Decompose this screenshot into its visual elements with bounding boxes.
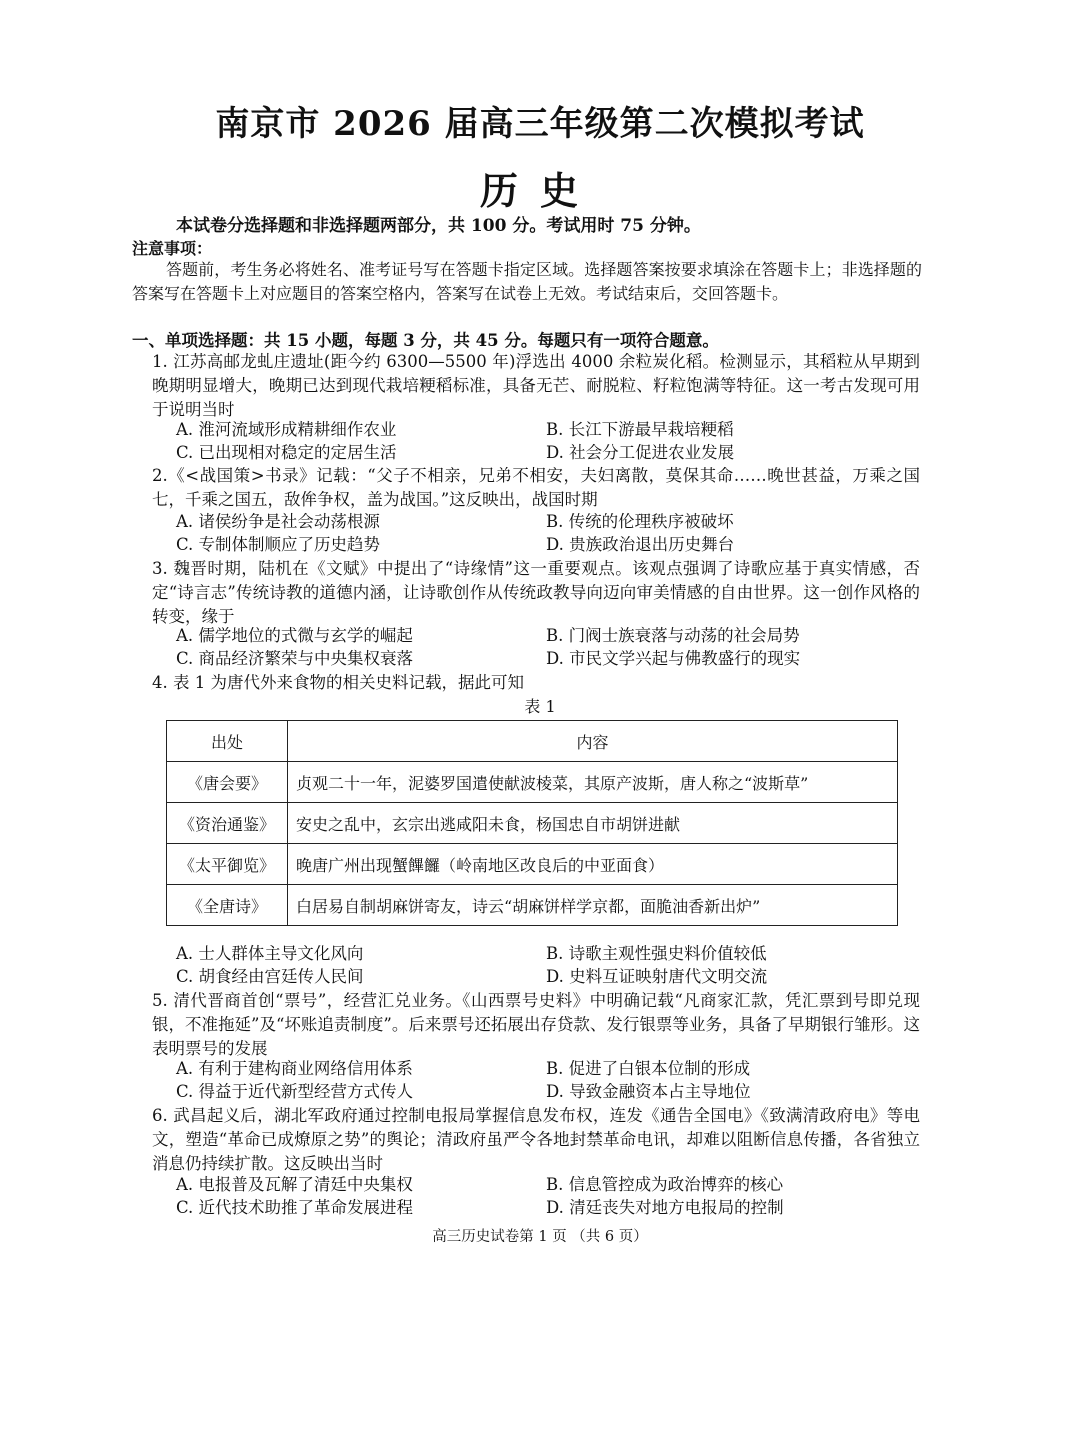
table-cell-source: 《唐会要》: [167, 762, 288, 803]
option-c: C. 得益于近代新型经营方式传人: [176, 1082, 414, 1101]
option-c: C. 商品经济繁荣与中央集权衰落: [176, 649, 414, 668]
question-5-options: [176, 1057, 916, 1103]
option-b: B. 门阀士族衰落与动荡的社会局势: [546, 626, 800, 645]
question-1-stem: 1. 江苏高邮龙虬庄遗址(距今约 6300—5500 年)浮选出 4000 余粒炭化稻。检测显示，其稻粒从早期到晚期明显增大，晚期已达到现代栽培粳稻标准，具备无芒、耐脱粒、籽粒饱满等特征。这一考古发现可用于说明当时: [152, 352, 920, 419]
table-cell-source: 《资治通鉴》: [167, 803, 288, 844]
question-3-options: [176, 624, 916, 670]
question-1-options: [176, 418, 916, 464]
option-b: B. 促进了白银本位制的形成: [546, 1059, 751, 1078]
option-b: B. 长江下游最早栽培粳稻: [546, 420, 734, 439]
table-cell-content: 白居易自制胡麻饼寄友，诗云“胡麻饼样学京都，面脆油香新出炉”: [288, 885, 898, 926]
table-cell-source: 《全唐诗》: [167, 885, 288, 926]
option-a: A. 诸侯纷争是社会动荡根源: [176, 512, 380, 531]
question-3-stem: 3. 魏晋时期，陆机在《文赋》中提出了“诗缘情”这一重要观点。该观点强调了诗歌应基于真实情感，否定“诗言志”传统诗教的道德内涵，让诗歌创作从传统政教导向迈向审美情感的自由世界。这一创作风格的转变，缘于: [152, 559, 920, 626]
table-header-source: 出处: [167, 721, 288, 762]
table-cell-content: 晚唐广州出现蟹饆饠（岭南地区改良后的中亚面食）: [288, 844, 898, 885]
table-row: [167, 762, 898, 803]
option-d: D. 贵族政治退出历史舞台: [546, 535, 735, 554]
exam-intro: 本试卷分选择题和非选择题两部分，共 100 分。考试用时 75 分钟。: [176, 216, 701, 236]
option-a: A. 有利于建构商业网络信用体系: [176, 1059, 413, 1078]
option-b: B. 诗歌主观性强史料价值较低: [546, 944, 767, 963]
table-header-content: 内容: [288, 721, 898, 762]
option-d: D. 社会分工促进农业发展: [546, 443, 735, 462]
option-a: A. 电报普及瓦解了清廷中央集权: [176, 1175, 413, 1194]
question-2-stem: 2.《<战国策>书录》记载：“父子不相亲，兄弟不相安，夫妇离散，莫保其命……晚世甚益，万乘之国七，千乘之国五，敌侔争权，盖为战国。”这反映出，战国时期: [152, 466, 920, 509]
question-4-stem: 4. 表 1 为唐代外来食物的相关史料记载，据此可知: [152, 673, 524, 692]
option-c: C. 近代技术助推了革命发展进程: [176, 1198, 414, 1217]
source-table: [166, 720, 898, 926]
option-b: B. 传统的伦理秩序被破坏: [546, 512, 734, 531]
question-2-options: [176, 510, 916, 556]
table-header-row: [167, 721, 898, 762]
option-a: A. 士人群体主导文化风向: [176, 944, 364, 963]
exam-title: 南京市 2026 届高三年级第二次模拟考试: [215, 104, 865, 144]
table-row: [167, 803, 898, 844]
option-d: D. 市民文学兴起与佛教盛行的现实: [546, 649, 801, 668]
question-5-stem: 5. 清代晋商首创“票号”，经营汇兑业务。《山西票号史料》中明确记载“凡商家汇款，凭汇票到号即兑现银，不准拖延”及“坏账追责制度”。后来票号还拓展出存贷款、发行银票等业务，具备了早期银行雏形。这表明票号的发展: [152, 991, 920, 1058]
table-cell-content: 贞观二十一年，泥婆罗国遣使献波棱菜，其原产波斯，唐人称之“波斯草”: [288, 762, 898, 803]
option-d: D. 史料互证映射唐代文明交流: [546, 967, 768, 986]
page-footer: 高三历史试卷第 1 页 （共 6 页）: [432, 1229, 648, 1245]
table-row: [167, 844, 898, 885]
option-d: D. 清廷丧失对地方电报局的控制: [546, 1198, 784, 1217]
option-a: A. 淮河流域形成精耕细作农业: [176, 420, 397, 439]
table-caption: 表 1: [524, 697, 556, 716]
question-4-options: [176, 942, 916, 988]
option-d: D. 导致金融资本占主导地位: [546, 1082, 751, 1101]
subject-title: 历史: [479, 168, 600, 213]
notice-body: 答题前，考生务必将姓名、准考证号写在答题卡指定区域。选择题答案按要求填涂在答题卡上；非选择题的答案写在答题卡上对应题目的答案空格内，答案写在试卷上无效。考试结束后，交回答题卡。: [132, 260, 922, 303]
notice-heading: 注意事项：: [132, 239, 213, 258]
option-b: B. 信息管控成为政治博弈的核心: [546, 1175, 784, 1194]
table-cell-source: 《太平御览》: [167, 844, 288, 885]
table-row: [167, 885, 898, 926]
option-c: C. 胡食经由宫廷传人民间: [176, 967, 364, 986]
option-c: C. 专制体制顺应了历史趋势: [176, 535, 381, 554]
table-cell-content: 安史之乱中，玄宗出逃咸阳未食，杨国忠自市胡饼进献: [288, 803, 898, 844]
section-heading: 一、单项选择题：共 15 小题，每题 3 分，共 45 分。每题只有一项符合题意。: [132, 331, 719, 350]
question-6-options: [176, 1173, 916, 1219]
option-a: A. 儒学地位的式微与玄学的崛起: [176, 626, 413, 645]
option-c: C. 已出现相对稳定的定居生活: [176, 443, 397, 462]
question-6-stem: 6. 武昌起义后，湖北军政府通过控制电报局掌握信息发布权，连发《通告全国电》《致满清政府电》等电文，塑造“革命已成燎原之势”的舆论；清政府虽严令各地封禁革命电讯，却难以阻断信息传播，各省独立消息仍持续扩散。这反映出当时: [152, 1106, 920, 1173]
